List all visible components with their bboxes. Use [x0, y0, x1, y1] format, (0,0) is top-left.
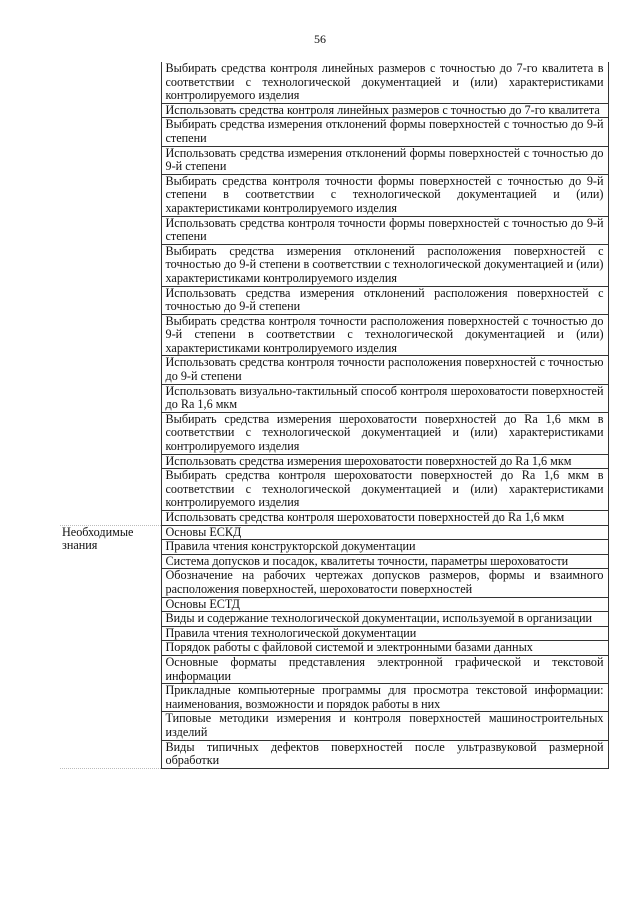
- table-cell: [161, 597, 608, 612]
- table-cell: [161, 612, 608, 627]
- skills-label-cell: [60, 62, 161, 525]
- row-text: Обозначение на рабочих чертежах допусков размеров, формы и взаимного расположения поверхностей, шероховатости поверхностей: [165, 568, 604, 596]
- table-cell: [161, 511, 608, 526]
- table-cell: [161, 454, 608, 469]
- row-text: Использовать средства измерения шероховатости поверхностей до Ra 1,6 мкм: [165, 453, 572, 468]
- row-text: Основные форматы представления электронной графической и текстовой информации: [165, 654, 604, 683]
- knowledge-row: [60, 525, 608, 540]
- row-text: Выбирать средства измерения отклонений расположения поверхностей с точностью до 9-й степени в соответствии с технологической документацией и (или) характеристиками контролируемого изделия: [165, 243, 604, 285]
- competency-table-body: [60, 62, 608, 768]
- table-cell: [161, 684, 608, 712]
- row-text: Основы ЕСКД: [165, 524, 242, 539]
- row-text: Выбирать средства измерения шероховатости поверхностей до Ra 1,6 мкм в соответствии с технологической документацией и (или) характеристиками контролируемого изделия: [165, 411, 604, 454]
- row-text: Выбирать средства измерения отклонений формы поверхностей с точностью до 9-й степени: [165, 117, 604, 145]
- table-cell: [161, 62, 608, 103]
- row-text: Выбирать средства контроля точности формы поверхностей с точностью до 9-й степени в соответствии с технологической документацией и (или) характеристиками контролируемого изделия: [165, 173, 604, 215]
- table-cell: [161, 641, 608, 656]
- section-label: Необходимые знания: [62, 524, 134, 553]
- table-cell: [161, 384, 608, 412]
- row-text: Использовать средства измерения отклонений формы поверхностей с точностью до 9-й степени: [165, 145, 604, 174]
- table-cell: [161, 525, 608, 540]
- page-number: 56: [314, 32, 326, 46]
- table-cell: [161, 174, 608, 216]
- row-text: Выбирать средства контроля линейных размеров с точностью до 7-го квалитета в соответствии с технологической документацией и (или) характеристиками контролируемого изделия: [165, 61, 604, 103]
- table-cell: [161, 286, 608, 314]
- row-text: Виды и содержание технологической документации, используемой в организации: [165, 611, 593, 626]
- row-text: Правила чтения технологической документации: [165, 625, 417, 640]
- row-text: Основы ЕСТД: [165, 596, 240, 611]
- row-text: Использовать средства контроля точности формы поверхностей с точностью до 9-й степени: [165, 215, 604, 244]
- table-cell: [161, 554, 608, 569]
- table-cell: [161, 740, 608, 768]
- row-text: Типовые методики измерения и контроля поверхностей машиностроительных изделий: [165, 711, 604, 739]
- table-cell: [161, 626, 608, 641]
- table-cell: [161, 469, 608, 511]
- row-text: Использовать средства измерения отклонений расположения поверхностей с точностью до 9-й степени: [165, 285, 604, 314]
- table-cell: [161, 244, 608, 286]
- table-cell: [161, 412, 608, 454]
- row-text: Выбирать средства контроля шероховатости поверхностей до Ra 1,6 мкм в соответствии с технологической документацией и (или) характеристиками контролируемого изделия: [165, 468, 604, 510]
- row-text: Использовать средства контроля шероховатости поверхностей до Ra 1,6 мкм: [165, 510, 565, 524]
- skill-row: [60, 62, 608, 103]
- table-cell: [161, 103, 608, 118]
- table-cell: [161, 569, 608, 597]
- row-text: Использовать визуально-тактильный способ контроля шероховатости поверхностей до Ra 1,6 мкм: [165, 383, 604, 412]
- row-text: Использовать средства контроля точности расположения поверхностей с точностью до 9-й степени: [165, 355, 604, 384]
- row-text: Прикладные компьютерные программы для просмотра текстовой информации: наименования, возможности и порядок работы в них: [165, 683, 604, 711]
- table-cell: [161, 314, 608, 356]
- table-cell: [161, 540, 608, 555]
- table-cell: [161, 712, 608, 740]
- row-text: Выбирать средства контроля точности расположения поверхностей с точностью до 9-й степени в соответствии с технологической документацией и (или) характеристиками контролируемого изделия: [165, 313, 604, 355]
- table-cell: [161, 655, 608, 683]
- table-cell: [161, 118, 608, 146]
- table-cell: [161, 356, 608, 384]
- row-text: Использовать средства контроля линейных размеров с точностью до 7-го квалитета: [165, 102, 600, 117]
- row-text: Порядок работы с файловой системой и электронными базами данных: [165, 640, 533, 655]
- row-text: Правила чтения конструкторской документации: [165, 539, 416, 554]
- table-cell: [161, 216, 608, 244]
- knowledge-label-cell: [60, 525, 161, 768]
- row-text: Система допусков и посадок, квалитеты точности, параметры шероховатости: [165, 553, 569, 568]
- table-cell: [161, 146, 608, 174]
- competency-table: [60, 62, 609, 769]
- row-text: Виды типичных дефектов поверхностей после ультразвуковой размерной обработки: [165, 739, 604, 768]
